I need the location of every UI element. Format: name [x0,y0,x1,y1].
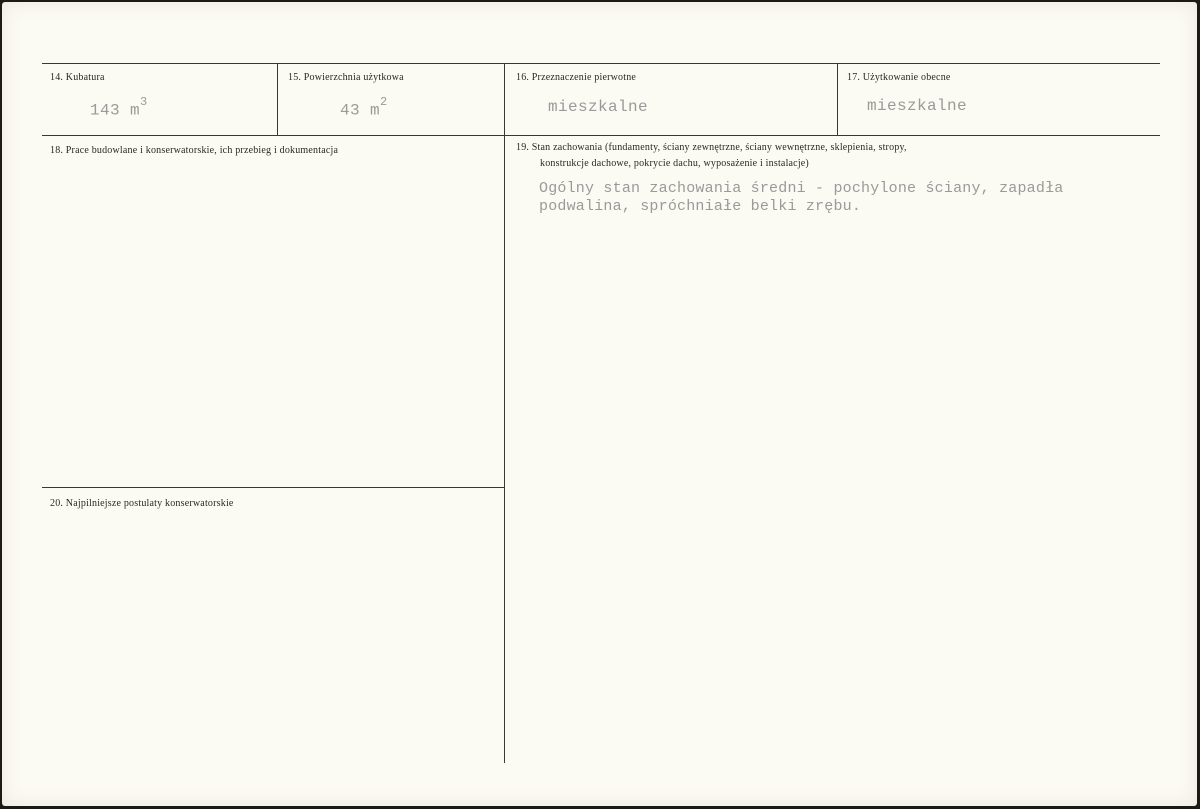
field-15-value [340,95,388,120]
main-vertical-divider [504,135,505,763]
field-19-text [539,180,1129,216]
field-15-label: 15. Powierzchnia użytkowa [288,72,404,83]
field-14-value-text: 143 m [90,101,141,120]
field-19-text-line2: podwalina, spróchniałe belki zrębu. [539,198,862,215]
field-15-unit-exponent: 2 [380,95,388,109]
row-divider [42,135,1160,136]
field-16-label: 16. Przeznaczenie pierwotne [516,72,637,83]
field-14-value [90,95,148,120]
field-14-label: 14. Kubatura [50,72,105,83]
field-18-label: 18. Prace budowlane i konserwatorskie, ich przebieg i dokumentacja [50,145,339,156]
field-15-value-text: 43 m [340,101,381,120]
col-divider-16-17 [837,63,838,135]
field-20-label: 20. Najpilniejsze postulaty konserwatorskie [50,498,234,509]
field-16-value: mieszkalne [548,98,649,116]
section-18-20-divider [42,487,504,488]
field-17-value: mieszkalne [867,97,968,115]
col-divider-15-16 [504,63,505,135]
field-17-label: 17. Użytkowanie obecne [847,72,951,83]
field-19-label-line1: 19. Stan zachowania (fundamenty, ściany zewnętrzne, ściany wewnętrzne, sklepienia, stropy, [516,142,907,153]
record-card [2,2,1197,806]
field-19-text-line1: Ogólny stan zachowania średni - pochylone ściany, zapadła [539,180,1064,197]
top-rule [42,63,1160,64]
field-19-label-line2: konstrukcje dachowe, pokrycie dachu, wyposażenie i instalacje) [540,158,809,169]
field-14-unit-exponent: 3 [140,95,148,109]
col-divider-14-15 [277,63,278,135]
